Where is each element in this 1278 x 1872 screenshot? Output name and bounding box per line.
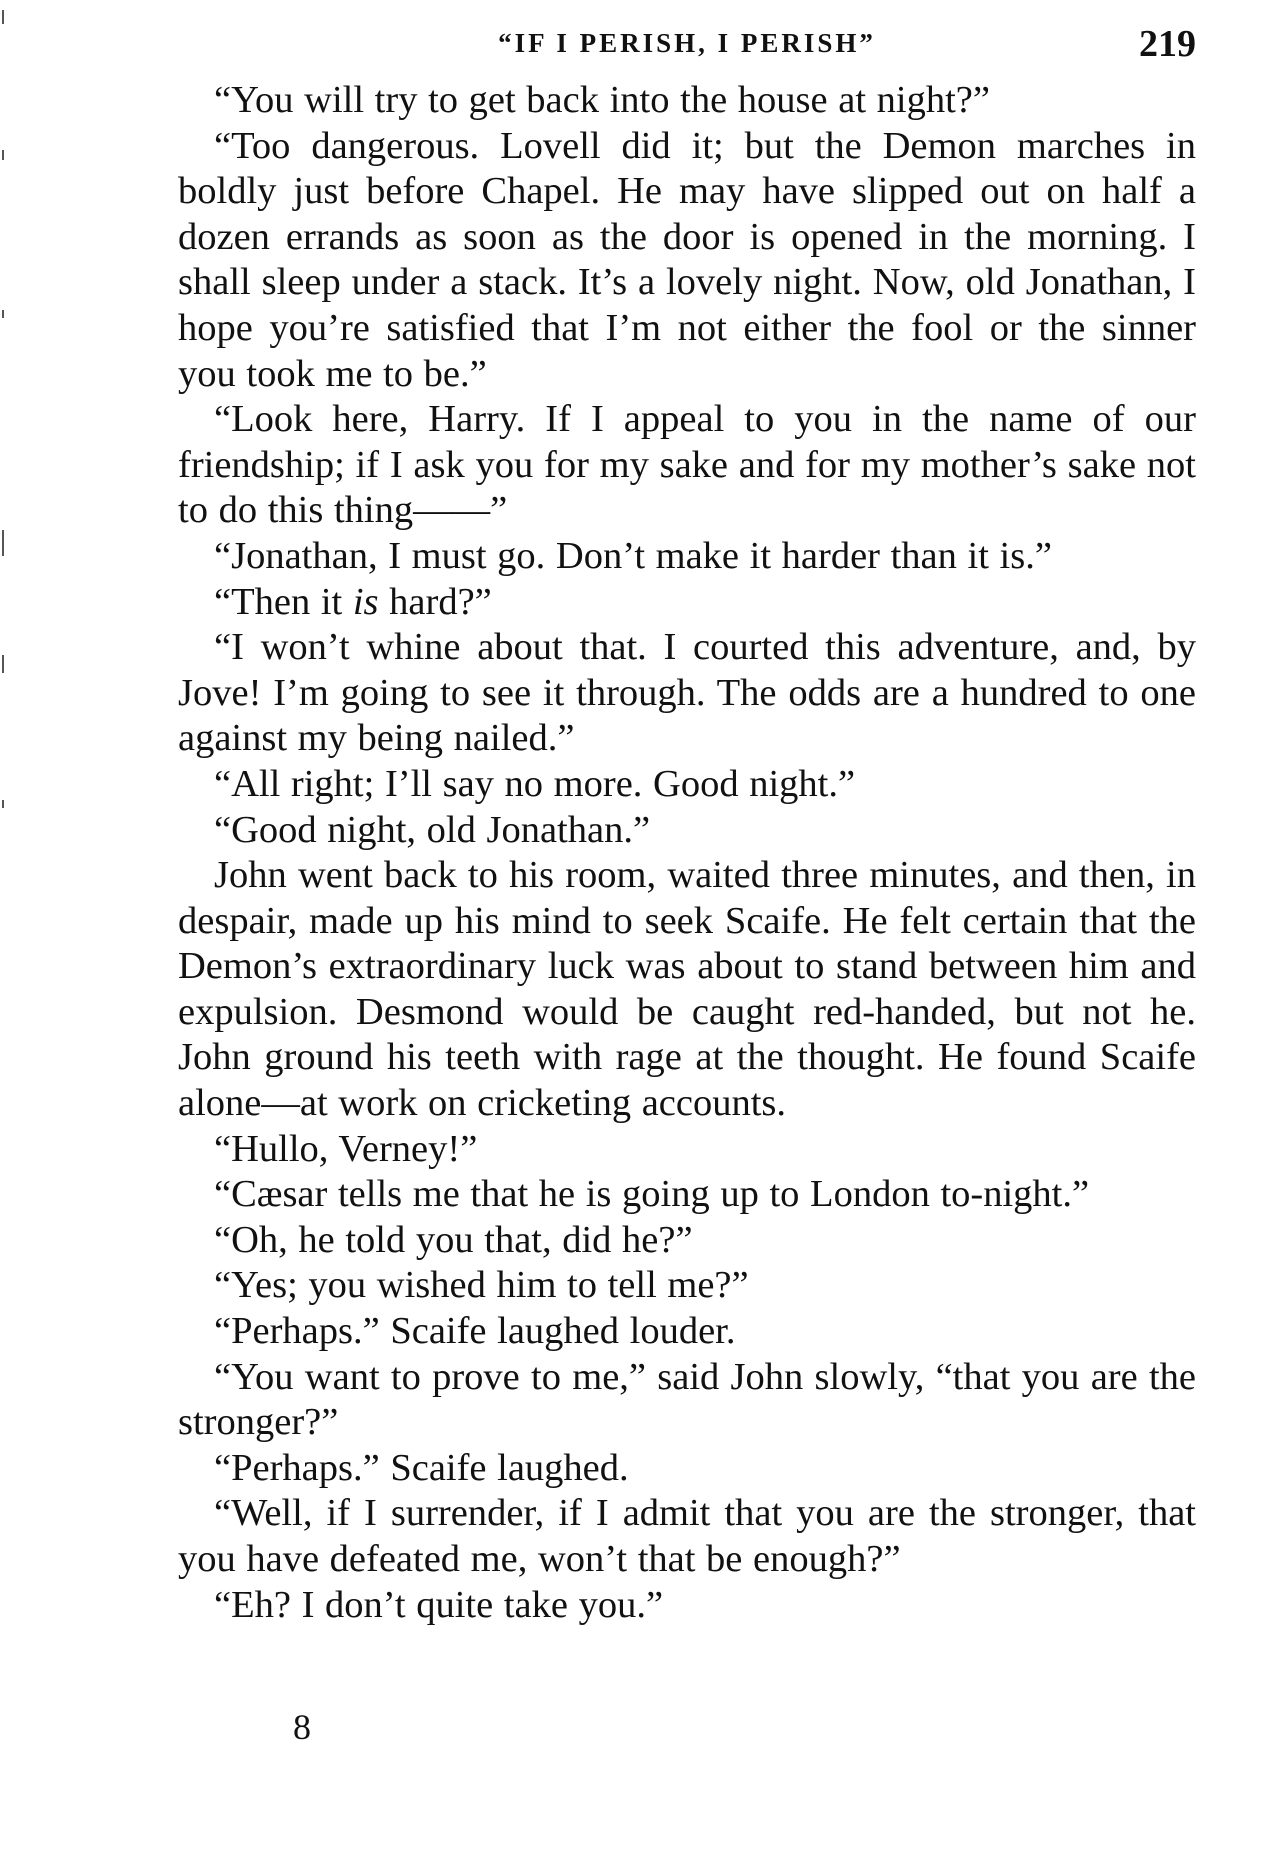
paragraph [178, 534, 1196, 580]
paragraph-text: “Too dangerous. Lovell did it; but the Demon marches in boldly just before Chapel. He may have slipped out on half a dozen errands as soon as the door is opened in the morning. I shall sleep under a stack. It’s a lovely night. Now, old Jonathan, I hope you’re satisfied that I’m not either the fool or the sinner you took me to be.” [178, 124, 1196, 395]
paragraph-text: “Cæsar tells me that he is going up to London to-night.” [214, 1173, 1090, 1216]
paragraph [178, 1263, 1196, 1309]
paragraph-text: “Perhaps.” Scaife laughed louder. [214, 1310, 736, 1353]
speck [2, 310, 4, 318]
paragraph [178, 1355, 1196, 1446]
paragraph [178, 1583, 1196, 1629]
paragraph [178, 1309, 1196, 1355]
scan-margin-specks [0, 0, 12, 1872]
paragraph-text: “Well, if I surrender, if I admit that you are the stronger, that you have defeated me, won’t that be enough?” [178, 1492, 1196, 1580]
paragraph-text: “Oh, he told you that, did he?” [214, 1218, 693, 1261]
paragraph-text: “Good night, old Jonathan.” [214, 808, 651, 851]
paragraph-text: “Yes; you wished him to tell me?” [214, 1264, 749, 1307]
paragraph [178, 808, 1196, 854]
paragraph [178, 124, 1196, 398]
paragraph [178, 1172, 1196, 1218]
paragraph [178, 1218, 1196, 1264]
paragraph [178, 762, 1196, 808]
emphasis: is [352, 580, 379, 623]
speck [2, 10, 4, 24]
paragraph-text: “You want to prove to me,” said John slowly, “that you are the stronger?” [178, 1355, 1196, 1444]
paragraph [178, 397, 1196, 534]
speck [2, 150, 4, 160]
running-head: “IF I PERISH, I PERISH” [498, 28, 876, 58]
paragraph-text: “Eh? I don’t quite take you.” [214, 1583, 664, 1626]
paragraph-text: “All right; I’ll say no more. Good night.” [214, 762, 856, 805]
paragraph [178, 1127, 1196, 1173]
paragraph [178, 1491, 1196, 1582]
paragraph [178, 78, 1196, 124]
paragraph [178, 1446, 1196, 1492]
paragraph-text: “Perhaps.” Scaife laughed. [214, 1446, 629, 1489]
paragraph-text: “I won’t whine about that. I courted this adventure, and, by Jove! I’m going to see it through. The odds are a hundred to one against my being nailed.” [178, 626, 1196, 760]
page-header [178, 22, 1196, 72]
speck [2, 530, 4, 556]
paragraph-text: hard?” [378, 580, 492, 623]
signature-mark: 8 [293, 1707, 311, 1747]
paragraph [178, 853, 1196, 1127]
paragraph-text: “Look here, Harry. If I appeal to you in the name of our friendship; if I ask you for my sake and for my mother’s sake not to do this thing——” [178, 398, 1196, 532]
paragraph [178, 625, 1196, 762]
paragraph-text: “Hullo, Verney!” [214, 1127, 478, 1170]
paragraph-text: “Jonathan, I must go. Don’t make it harder than it is.” [214, 534, 1052, 577]
page-number: 219 [1139, 23, 1196, 65]
body-text [178, 78, 1196, 1628]
paragraph-text: “Then it [214, 580, 353, 623]
speck [2, 800, 4, 808]
speck [2, 655, 4, 673]
paragraph-text: John went back to his room, waited three minutes, and then, in despair, made up his mind to seek Scaife. He felt certain that the Demon’s extraordinary luck was about to stand between him and expulsion. Desmond would be caught red-handed, but not he. John ground his teeth with rage at the thought. He found Scaife alone—at work on cricketing accounts. [178, 854, 1196, 1125]
paragraph-text: “You will try to get back into the house at night?” [214, 79, 990, 121]
paragraph [178, 580, 1196, 626]
